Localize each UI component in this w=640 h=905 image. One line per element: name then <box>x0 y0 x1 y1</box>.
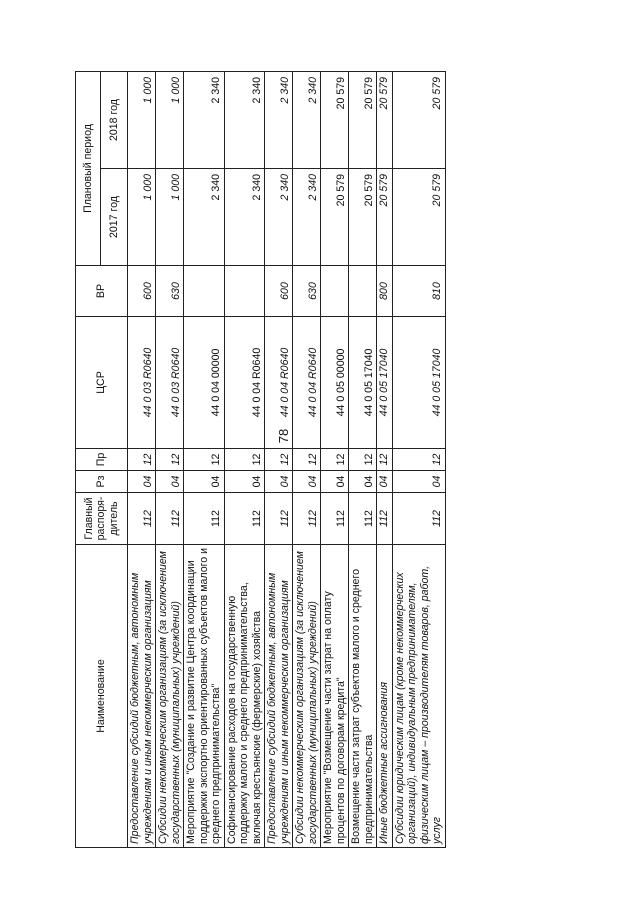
row-2018: 2 340 <box>184 72 225 169</box>
row-csr: 44 0 04 R0640 <box>293 317 321 449</box>
budget-table-sheet <box>75 72 546 848</box>
table-row <box>293 72 321 848</box>
row-2017: 1 000 <box>156 169 184 266</box>
row-pr: 12 <box>321 449 349 471</box>
row-2017: 20 579 <box>392 169 445 266</box>
row-vr <box>349 266 377 317</box>
row-rz: 04 <box>349 471 377 493</box>
row-vr: 630 <box>293 266 321 317</box>
header-2018: 2018 год <box>101 72 128 169</box>
row-pr: 12 <box>156 449 184 471</box>
row-csr: 44 0 04 00000 <box>184 317 225 449</box>
row-2018: 20 579 <box>321 72 349 169</box>
header-rz: Рз <box>76 471 128 493</box>
row-rz: 04 <box>392 471 445 493</box>
table-row <box>349 72 377 848</box>
row-rz: 04 <box>377 471 393 493</box>
row-2018: 2 340 <box>224 72 265 169</box>
row-2017: 20 579 <box>377 169 393 266</box>
row-2018: 2 340 <box>265 72 293 169</box>
row-glavny: 112 <box>349 493 377 545</box>
row-csr: 44 0 04 R0640 <box>224 317 265 449</box>
row-2018: 1 000 <box>128 72 156 169</box>
header-vr: ВР <box>76 266 128 317</box>
row-vr <box>184 266 225 317</box>
table-row <box>321 72 349 848</box>
row-2017: 20 579 <box>349 169 377 266</box>
header-glavny: Главный распоря-дитель <box>76 493 128 545</box>
row-rz: 04 <box>184 471 225 493</box>
row-2018: 2 340 <box>293 72 321 169</box>
row-2017: 2 340 <box>293 169 321 266</box>
table-row <box>128 72 156 848</box>
row-pr: 12 <box>184 449 225 471</box>
row-name: Возмещение части затрат субъектов малого и среднего предпринимательства <box>349 545 377 848</box>
row-rz: 04 <box>156 471 184 493</box>
row-name: Софинансирование расходов на государственную поддержку малого и среднего предпринимательства, включая крестьянские (фермерские) хозяйства <box>224 545 265 848</box>
row-vr: 800 <box>377 266 393 317</box>
row-pr: 12 <box>128 449 156 471</box>
row-glavny: 112 <box>392 493 445 545</box>
row-vr: 810 <box>392 266 445 317</box>
table-row <box>224 72 265 848</box>
header-pr: Пр <box>76 449 128 471</box>
row-glavny: 112 <box>184 493 225 545</box>
row-2017: 2 340 <box>184 169 225 266</box>
row-glavny: 112 <box>156 493 184 545</box>
table-row <box>156 72 184 848</box>
row-glavny: 112 <box>293 493 321 545</box>
row-rz: 04 <box>293 471 321 493</box>
header-2017: 2017 год <box>101 169 128 266</box>
row-glavny: 112 <box>265 493 293 545</box>
table-row <box>184 72 225 848</box>
row-name: Субсидии некоммерческим организациям (за исключением государственных (муниципальных) учреждений) <box>156 545 184 848</box>
row-name: Иные бюджетные ассигнования <box>377 545 393 848</box>
row-2018: 20 579 <box>349 72 377 169</box>
row-csr: 44 0 05 17040 <box>349 317 377 449</box>
row-name: Мероприятие "Создание и развитие Центра координации поддержки экспортно ориентированных субъектов малого и среднего предпринимательства" <box>184 545 225 848</box>
row-vr: 600 <box>265 266 293 317</box>
row-glavny: 112 <box>224 493 265 545</box>
row-2018: 1 000 <box>156 72 184 169</box>
row-csr: 44 0 03 R0640 <box>128 317 156 449</box>
header-csr: ЦСР <box>76 317 128 449</box>
row-pr: 12 <box>224 449 265 471</box>
header-plan-period: Плановый период <box>76 72 101 266</box>
table-row <box>392 72 445 848</box>
row-glavny: 112 <box>128 493 156 545</box>
budget-table <box>75 71 446 848</box>
row-name: Субсидии некоммерческим организациям (за исключением государственных (муниципальных) учреждений) <box>293 545 321 848</box>
row-vr <box>224 266 265 317</box>
header-name: Наименование <box>76 545 128 848</box>
page-number: 78 <box>276 428 291 444</box>
row-csr: 44 0 05 00000 <box>321 317 349 449</box>
table-body <box>128 72 446 848</box>
row-name: Субсидии юридическим лицам (кроме некоммерческих организаций), индивидуальным предпринимателям, физическим лицам – производителям товаров, работ, услуг <box>392 545 445 848</box>
row-2017: 1 000 <box>128 169 156 266</box>
row-name: Предоставление субсидий бюджетным, автономным учреждениям и иным некоммерческим организациям <box>128 545 156 848</box>
row-pr: 12 <box>377 449 393 471</box>
row-vr <box>321 266 349 317</box>
row-vr: 600 <box>128 266 156 317</box>
row-glavny: 112 <box>377 493 393 545</box>
row-2017: 2 340 <box>265 169 293 266</box>
table-row <box>265 72 293 848</box>
table-row <box>377 72 393 848</box>
row-rz: 04 <box>224 471 265 493</box>
row-csr: 44 0 05 17040 <box>392 317 445 449</box>
row-vr: 630 <box>156 266 184 317</box>
row-csr: 44 0 05 17040 <box>377 317 393 449</box>
row-name: Мероприятие "Возмещение части затрат на оплату процентов по договорам кредита" <box>321 545 349 848</box>
row-2017: 20 579 <box>321 169 349 266</box>
row-pr: 12 <box>349 449 377 471</box>
row-pr: 12 <box>293 449 321 471</box>
row-pr: 12 <box>265 449 293 471</box>
row-glavny: 112 <box>321 493 349 545</box>
row-name: Предоставление субсидий бюджетным, автономным учреждениям и иным некоммерческим организациям <box>265 545 293 848</box>
table-header <box>76 72 128 848</box>
row-rz: 04 <box>321 471 349 493</box>
row-pr: 12 <box>392 449 445 471</box>
row-rz: 04 <box>265 471 293 493</box>
row-2018: 20 579 <box>377 72 393 169</box>
row-2017: 2 340 <box>224 169 265 266</box>
row-csr: 44 0 04 R0640 <box>265 317 293 449</box>
row-rz: 04 <box>128 471 156 493</box>
row-2018: 20 579 <box>392 72 445 169</box>
row-csr: 44 0 03 R0640 <box>156 317 184 449</box>
